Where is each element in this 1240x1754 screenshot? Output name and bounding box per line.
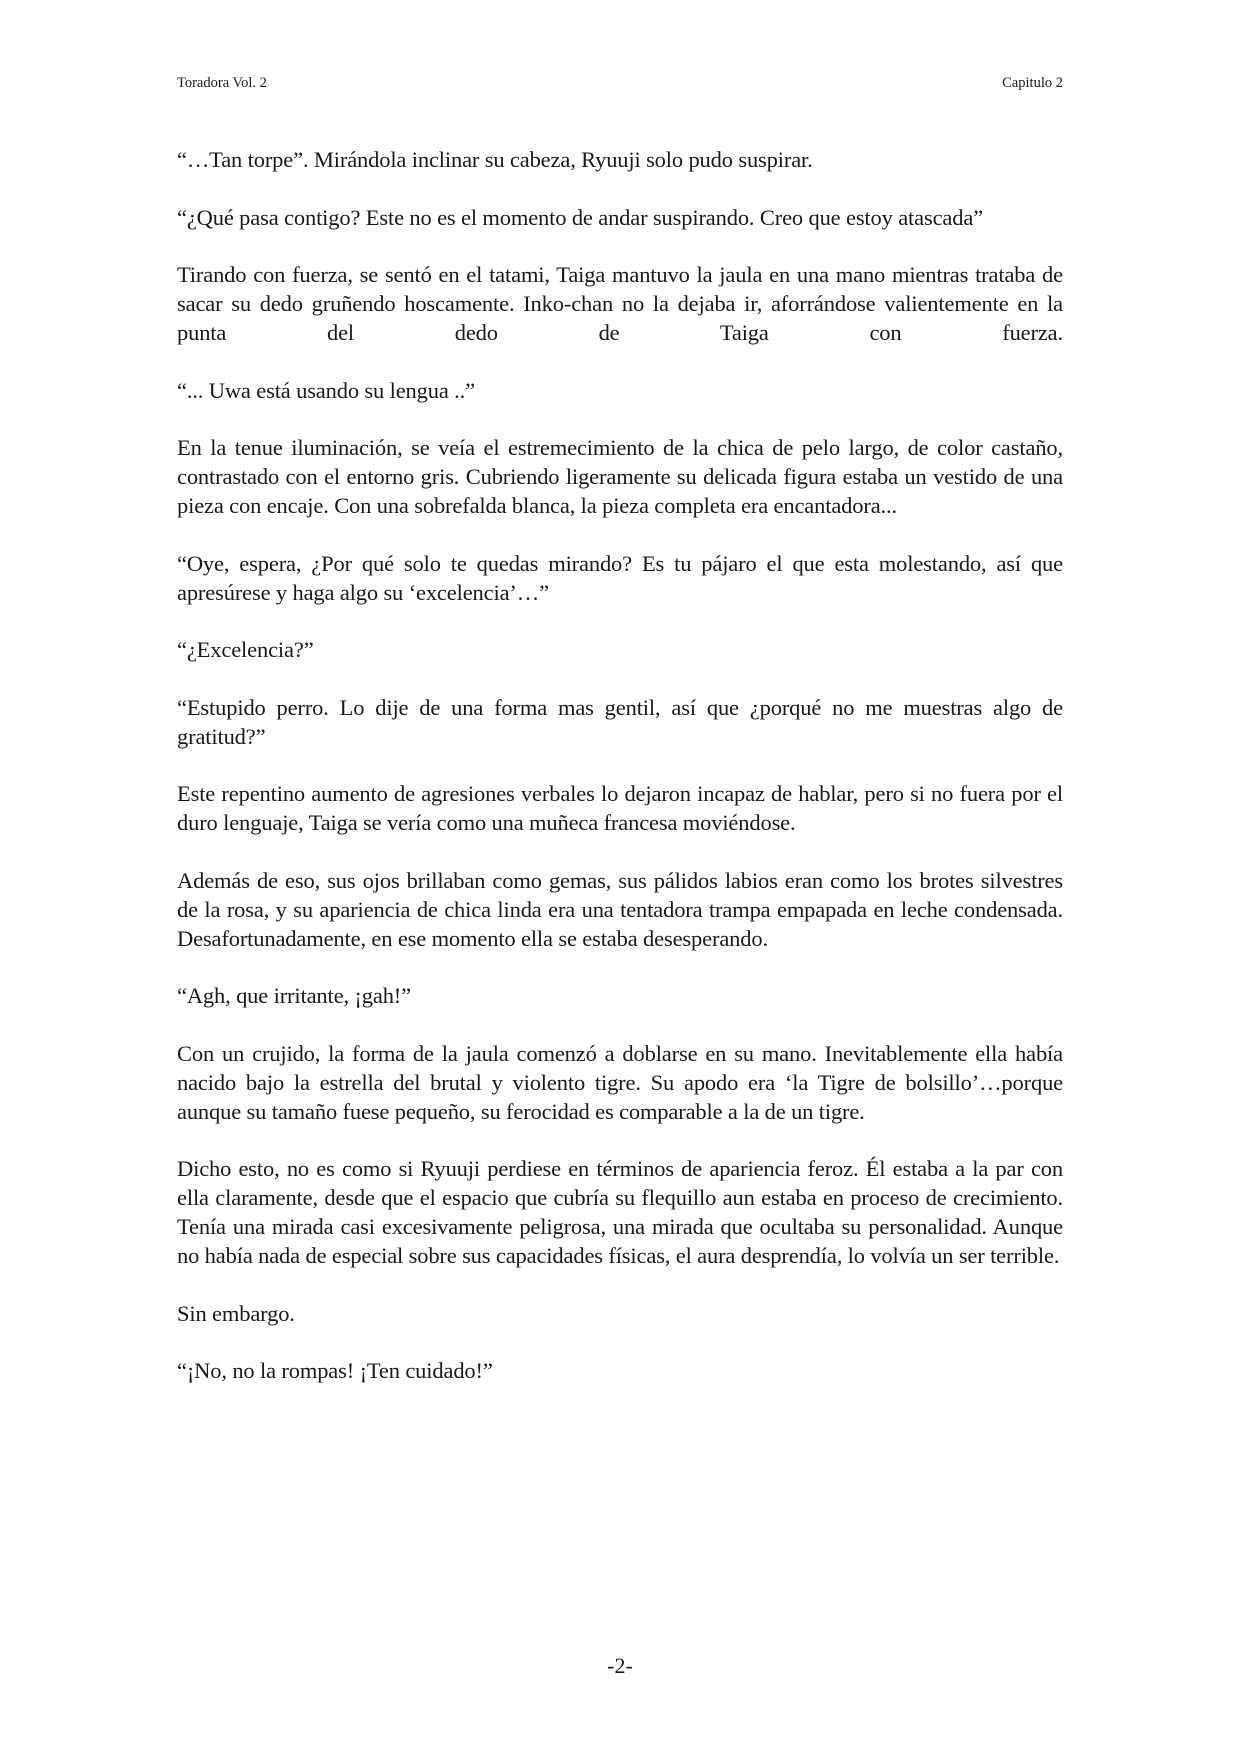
page-number: -2- [607,1653,633,1678]
paragraph: “¿Qué pasa contigo? Este no es el momento de andar suspirando. Creo que estoy atascada” [177,204,984,230]
paragraph: “Agh, que irritante, ¡gah!” [177,983,411,1008]
paragraph: “Estupido perro. Lo dije de una forma mas gentil, así que ¿porqué no me muestras algo de gratitud?” [177,694,1063,749]
paragraph: “... Uwa está usando su lengua ..” [177,377,475,403]
paragraph: “¿Excelencia?” [177,637,314,662]
paragraph: En la tenue iluminación, se veía el estremecimiento de la chica de pelo largo, de color castaño, contrastado con el entorno gris. Cubriendo ligeramente su delicada figura estaba un vestido de una pieza con encaje. Con una sobrefalda blanca, la pieza completa era encantadora... [177,435,1063,518]
paragraph: Sin embargo. [177,1300,295,1326]
paragraph: “…Tan torpe”. Mirándola inclinar su cabeza, Ryuuji solo pudo suspirar. [177,147,813,172]
paragraph: Este repentino aumento de agresiones verbales lo dejaron incapaz de hablar, pero si no fuera por el duro lenguaje, Taiga se vería como una muñeca francesa moviéndose. [177,781,1063,835]
paragraph: Dicho esto, no es como si Ryuuji perdiese en términos de apariencia feroz. Él estaba a la par con ella claramente, desde que el espacio que cubría su flequillo aun estaba en proceso de crecimiento. Tenía una mirada casi excesivamente peligrosa, una mirada que ocultaba su personalidad. Aunque no había nada de especial sobre sus capacidades físicas, el aura desprendía, lo volvía un ser terrible. [177,1156,1063,1268]
body-text [177,145,1063,1414]
paragraph: Además de eso, sus ojos brillaban como gemas, sus pálidos labios eran como los brotes silvestres de la rosa, y su apariencia de chica linda era una tentadora trampa empapada en leche condensada. Desafortunadamente, en ese momento ella se estaba desesperando. [177,867,1063,951]
paragraph: Con un crujido, la forma de la jaula comenzó a doblarse en su mano. Inevitablemente ella había nacido bajo la estrella del brutal y violento tigre. Su apodo era ‘la Tigre de bolsillo’…porque aunque su tamaño fuese pequeño, su ferocidad es comparable a la de un tigre. [177,1040,1063,1124]
paragraph: “¡No, no la rompas! ¡Ten cuidado!” [177,1358,493,1383]
header-chapter: Capitulo 2 [1002,75,1063,91]
paragraph: “Oye, espera, ¿Por qué solo te quedas mirando? Es tu pájaro el que esta molestando, así que apresúrese y haga algo su ‘excelencia’…” [177,550,1063,605]
paragraph: Tirando con fuerza, se sentó en el tatami, Taiga mantuvo la jaula en una mano mientras trataba de sacar su dedo gruñendo hoscamente. Inko-chan no la dejaba ir, aforrándose valientemente en la punta del dedo de Taiga con fuerza. [177,262,1063,345]
header-book-title: Toradora Vol. 2 [177,75,267,91]
